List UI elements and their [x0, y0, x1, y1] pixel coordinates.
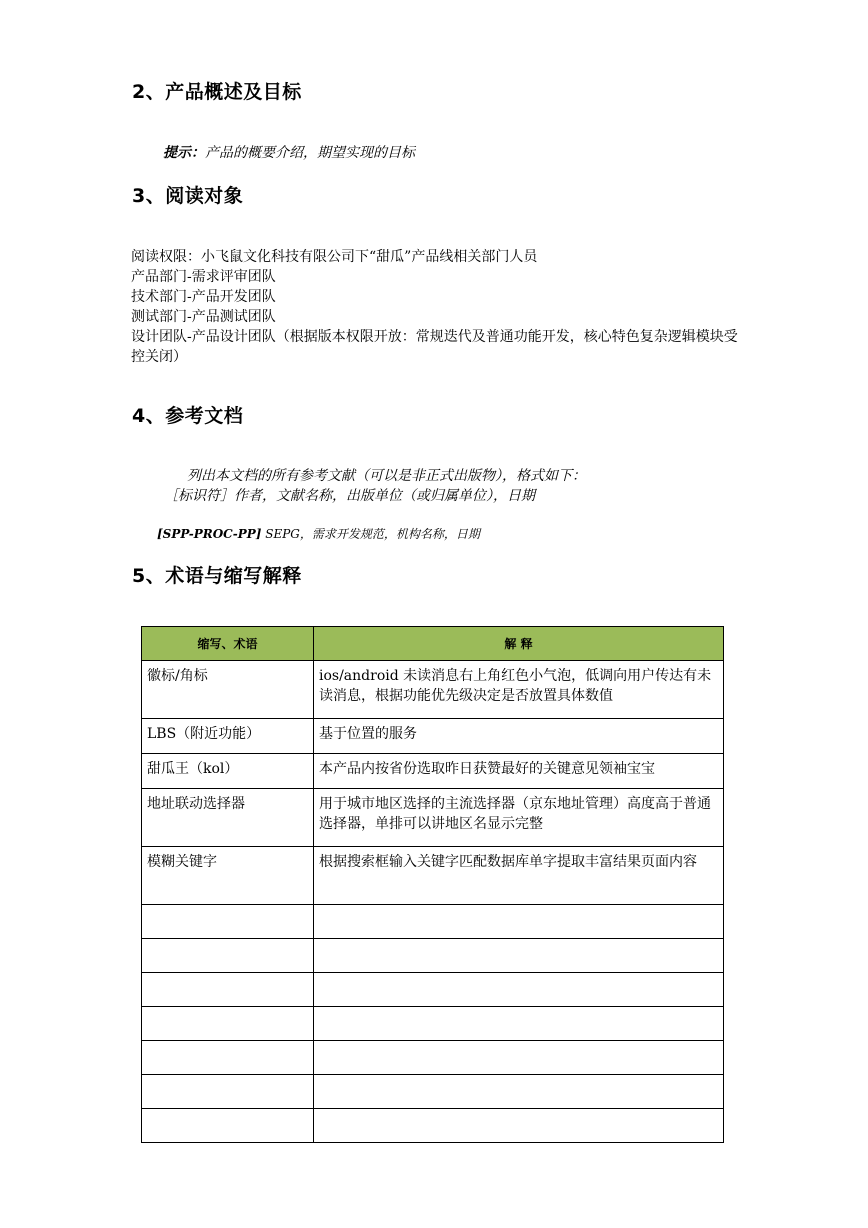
- section-2-hint: [163, 144, 415, 162]
- empty-row: [142, 939, 724, 973]
- table-row: [142, 847, 724, 905]
- empty-cell: [314, 1007, 724, 1041]
- empty-row: [142, 1075, 724, 1109]
- empty-cell: [314, 905, 724, 939]
- empty-cell: [142, 1109, 314, 1143]
- table-row: [142, 754, 724, 789]
- reference-format: ［标识符］作者，文献名称，出版单位（或归属单位），日期: [164, 488, 535, 504]
- table-row: [142, 789, 724, 847]
- term-cell: LBS（附近功能）: [142, 719, 314, 754]
- empty-row: [142, 973, 724, 1007]
- explain-cell: 根据搜索框输入关键字匹配数据库单字提取丰富结果页面内容: [314, 847, 724, 905]
- explain-cell: 基于位置的服务: [314, 719, 724, 754]
- explain-cell: 本产品内按省份选取昨日获赞最好的关键意见领袖宝宝: [314, 754, 724, 789]
- term-cell: 模糊关键字: [142, 847, 314, 905]
- explain-cell: ios/android 未读消息右上角红色小气泡，低调向用户传达有未读消息，根据功能优先级决定是否放置具体数值: [314, 661, 724, 719]
- reference-intro: 列出本文档的所有参考文献（可以是非正式出版物），格式如下：: [187, 468, 586, 484]
- empty-row: [142, 1007, 724, 1041]
- explain-cell: 用于城市地区选择的主流选择器（京东地址管理）高度高于普通选择器，单排可以讲地区名显示完整: [314, 789, 724, 847]
- readers-list: [131, 247, 746, 367]
- empty-row: [142, 905, 724, 939]
- empty-cell: [314, 973, 724, 1007]
- readers-line: 测试部门-产品测试团队: [131, 309, 276, 325]
- term-cell: 徽标/角标: [142, 661, 314, 719]
- empty-cell: [314, 1109, 724, 1143]
- readers-line: 设计团队-产品设计团队（根据版本权限开放：常规迭代及普通功能开发，核心特色复杂逻辑模块受控关闭）: [131, 329, 738, 365]
- reference-example-id: [SPP-PROC-PP]: [157, 527, 262, 541]
- readers-line: 产品部门-需求评审团队: [131, 269, 276, 285]
- term-cell: 甜瓜王（kol）: [142, 754, 314, 789]
- hint-label: 提示：: [163, 145, 205, 161]
- section-2-heading: 2、产品概述及目标: [132, 81, 302, 103]
- section-5-heading: 5、术语与缩写解释: [132, 565, 302, 587]
- hint-text: 产品的概要介绍，期望实现的目标: [205, 145, 415, 161]
- section-3-heading: 3、阅读对象: [132, 185, 244, 207]
- term-cell: 地址联动选择器: [142, 789, 314, 847]
- table-row: [142, 719, 724, 754]
- reference-example-text: SEPG，需求开发规范，机构名称，日期: [261, 527, 480, 541]
- empty-cell: [142, 939, 314, 973]
- header-explain: 解 释: [314, 627, 724, 661]
- empty-cell: [142, 973, 314, 1007]
- header-terms: 缩写、术语: [142, 627, 314, 661]
- empty-cell: [142, 1041, 314, 1075]
- empty-cell: [314, 1075, 724, 1109]
- readers-line: 阅读权限：小飞鼠文化科技有限公司下“甜瓜”产品线相关部门人员: [131, 249, 538, 265]
- empty-cell: [142, 1075, 314, 1109]
- reference-example: [157, 526, 480, 542]
- table-row: [142, 661, 724, 719]
- empty-cell: [142, 1007, 314, 1041]
- empty-row: [142, 1041, 724, 1075]
- terms-table: [141, 626, 724, 1143]
- section-4-heading: 4、参考文档: [132, 405, 244, 427]
- empty-cell: [314, 939, 724, 973]
- empty-cell: [142, 905, 314, 939]
- table-header-row: [142, 627, 724, 661]
- empty-cell: [314, 1041, 724, 1075]
- empty-row: [142, 1109, 724, 1143]
- readers-line: 技术部门-产品开发团队: [131, 289, 276, 305]
